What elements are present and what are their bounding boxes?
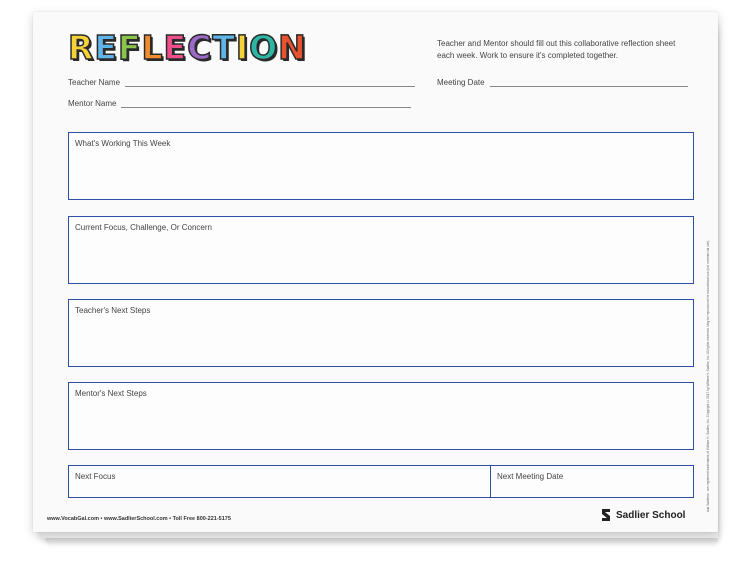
next-focus-row (68, 465, 694, 498)
whats-working-box[interactable] (68, 132, 694, 200)
teacher-name-line[interactable] (125, 78, 415, 87)
sadlier-s-icon (600, 508, 612, 522)
reflection-worksheet (33, 12, 718, 532)
title-letter: E (94, 28, 117, 67)
mentor-next-steps-box[interactable] (68, 382, 694, 450)
mentor-next-steps-label: Mentor's Next Steps (75, 389, 147, 398)
next-meeting-date-label: Next Meeting Date (497, 472, 564, 481)
meeting-date-line[interactable] (490, 78, 688, 87)
teacher-name-label: Teacher Name (68, 78, 121, 87)
footer-links: www.VocabGal.com • www.SadlierSchool.com • Toll Free 800-221-5175 (47, 516, 231, 522)
copyright-text: and Sadlier® are registered trademarks of William H. Sadlier, Inc. Copyright ©2017 by William H. Sadlier, Inc. All rights reserved. May be reproduced for educational use (not commercial use). (706, 239, 710, 512)
title-letter: E (163, 28, 187, 67)
mentor-name-line[interactable] (121, 99, 411, 108)
title-letter: L (141, 28, 163, 67)
mentor-name-label: Mentor Name (68, 99, 117, 108)
title-letter: O (249, 28, 278, 67)
teacher-next-steps-box[interactable] (68, 299, 694, 367)
title-letter: F (117, 28, 141, 67)
sadlier-school-logo (600, 508, 685, 522)
next-focus-label: Next Focus (75, 472, 116, 481)
current-focus-box[interactable] (68, 216, 694, 284)
current-focus-label: Current Focus, Challenge, Or Concern (75, 223, 212, 232)
title-letter: C (187, 28, 212, 67)
mentor-name-field[interactable] (68, 99, 411, 108)
brand-name: Sadlier School (616, 509, 686, 521)
meeting-date-label: Meeting Date (437, 78, 485, 87)
title-letter: I (235, 28, 249, 67)
teacher-next-steps-label: Teacher's Next Steps (75, 306, 151, 315)
intro-text: Teacher and Mentor should fill out this collaborative reflection sheet each week. Work to ensure it's completed together. (437, 39, 676, 60)
title-letter: N (278, 28, 306, 67)
teacher-name-field[interactable] (68, 78, 415, 87)
title-letter: T (212, 28, 235, 67)
reflection-title (68, 30, 306, 66)
title-letter: R (68, 28, 94, 67)
next-meeting-date-box[interactable] (490, 466, 693, 497)
next-focus-box[interactable] (69, 466, 490, 497)
whats-working-label: What's Working This Week (75, 139, 171, 148)
meeting-date-field[interactable] (437, 78, 688, 87)
